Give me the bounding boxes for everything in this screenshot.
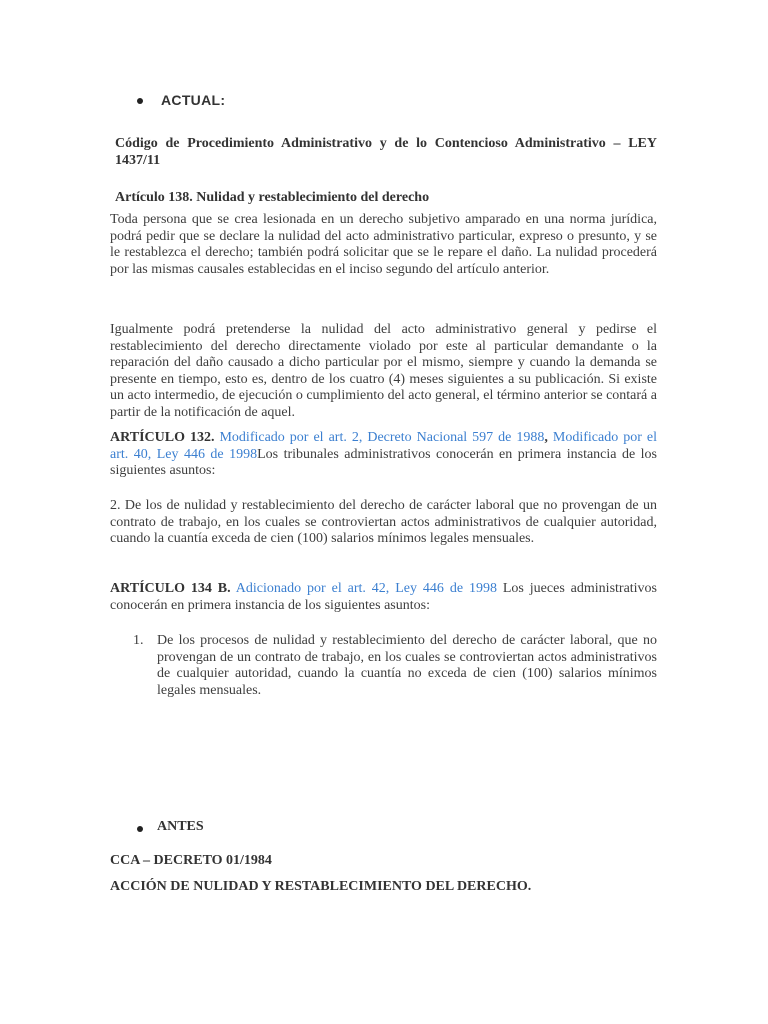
article-132-label: ARTÍCULO 132. bbox=[110, 430, 215, 445]
article-132-text: Los tribunales administrativos conocerán en primera instancia de los siguientes asuntos: bbox=[110, 446, 657, 479]
article-134b-item-number: 1. bbox=[133, 633, 144, 648]
article-132-paragraph bbox=[110, 430, 657, 480]
article-134b-link-ley-446[interactable]: Adicionado por el art. 42, Ley 446 de 1998 bbox=[235, 581, 497, 596]
heading-antes: ANTES bbox=[157, 819, 204, 834]
article-134b-paragraph bbox=[110, 581, 657, 614]
bullet-actual bbox=[137, 98, 143, 104]
article-132-link-ley-446[interactable]: Modificado por el art. 40, Ley 446 de 1998 bbox=[110, 430, 658, 462]
action-title: ACCIÓN DE NULIDAD Y RESTABLECIMIENTO DEL DERECHO. bbox=[110, 879, 532, 894]
bullet-antes bbox=[137, 826, 143, 832]
article-132-item-2: 2. De los de nulidad y restablecimiento del derecho de carácter laboral que no provengan de un contrato de trabajo, en los cuales se controviertan actos administrativos de cualquier autoridad, cuando la cuantía exceda de cien (100) salarios mínimos legales mensuales. bbox=[110, 498, 657, 547]
article-138-paragraph-1: Toda persona que se crea lesionada en un derecho subjetivo amparado en una norma jurídica, podrá pedir que se declare la nulidad del acto administrativo particular, expreso o presunto, y se le restablezca el derecho; también podrá solicitar que se le repare el daño. La nulidad procederá por las mismas causales establecidas en el inciso segundo del artículo anterior. bbox=[110, 212, 657, 277]
article-132-separator: , bbox=[544, 430, 548, 445]
article-132-link-decree-597[interactable]: Modificado por el art. 2, Decreto Nacional 597 de 1988 bbox=[219, 430, 545, 445]
decree-title: CCA – DECRETO 01/1984 bbox=[110, 853, 272, 868]
code-title: Código de Procedimiento Administrativo y de lo Contencioso Administrativo – LEY 1437/11 bbox=[115, 136, 657, 168]
heading-actual: ACTUAL: bbox=[161, 92, 226, 108]
article-134b-label: ARTÍCULO 134 B. bbox=[110, 581, 231, 596]
article-134b-item-1: De los procesos de nulidad y restablecimiento del derecho de carácter laboral, que no provengan de un contrato de trabajo, en los cuales se controviertan actos administrativos de cualquier autoridad, cuando la cuantía no exceda de cien (100) salarios mínimos legales mensuales. bbox=[157, 633, 657, 698]
article-134b-text: Los jueces administrativos conocerán en primera instancia de los siguientes asuntos: bbox=[110, 581, 658, 613]
article-138-title: Artículo 138. Nulidad y restablecimiento del derecho bbox=[115, 190, 430, 205]
article-138-paragraph-2: Igualmente podrá pretenderse la nulidad del acto administrativo general y pedirse el restablecimiento del derecho directamente violado por este al particular demandante o la reparación del daño causado a dicho particular por el mismo, siempre y cuando la demanda se presente en tiempo, esto es, dentro de los cuatro (4) meses siguientes a su publicación. Si existe un acto intermedio, de ejecución o cumplimiento del acto general, el término anterior se contará a partir de la notificación de aquel. bbox=[110, 322, 657, 420]
